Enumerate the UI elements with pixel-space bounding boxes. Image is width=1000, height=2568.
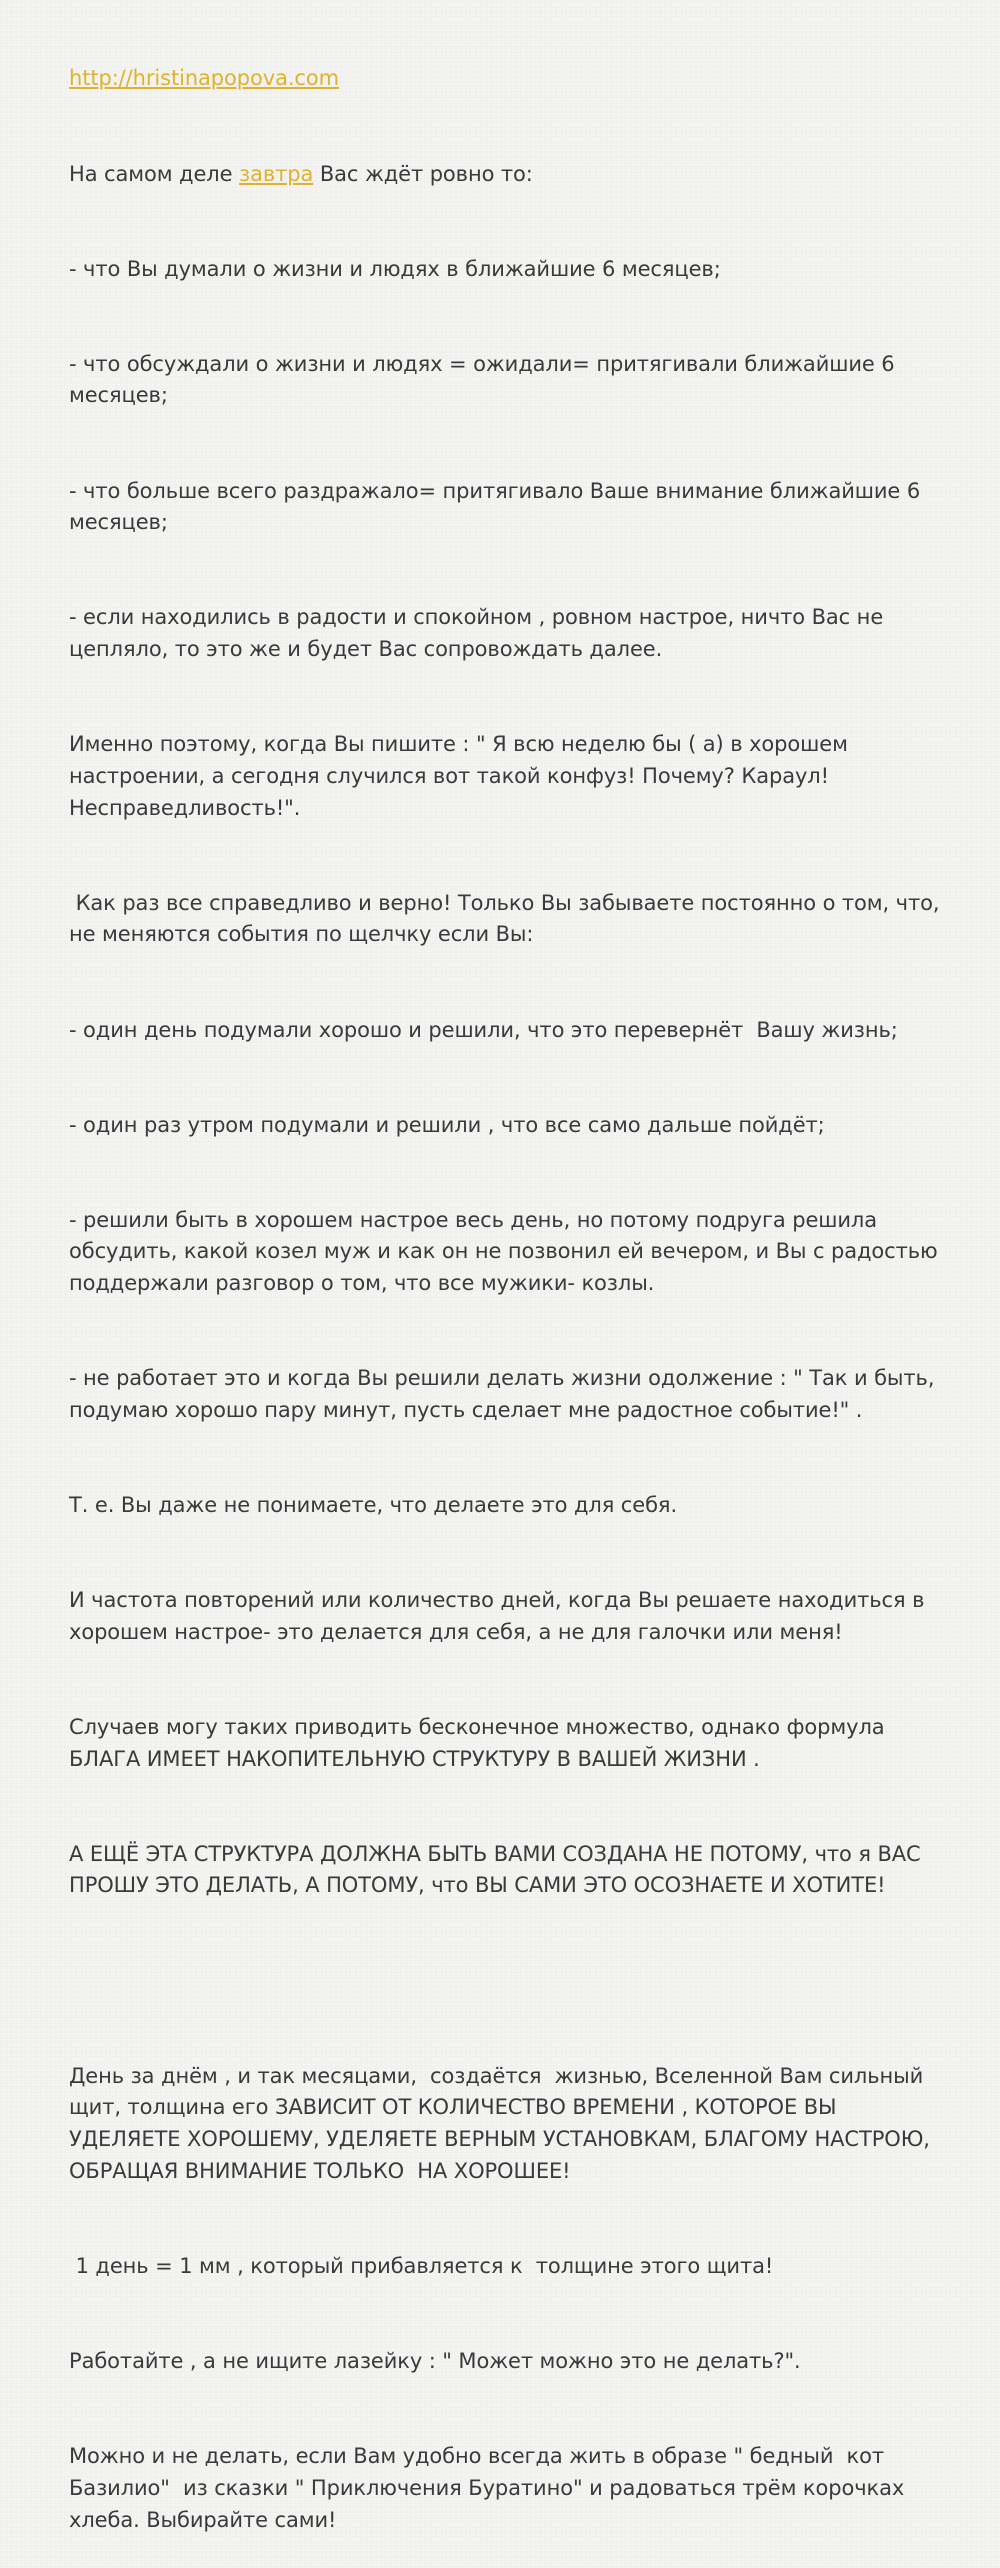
text-paragraph-9: - решили быть в хорошем настрое весь день, но потому подруга решила обсудить, какой козел муж и как он не позвонил ей вечером, и Вы с радостью поддержали разговор о том, что все мужики- козлы. [69, 1207, 945, 1296]
text-paragraph-16: 1 день = 1 мм , который прибавляется к толщине этого щита! [69, 2253, 774, 2278]
text-paragraph-13: Случаев могу таких приводить бесконечное множество, однако формула БЛАГА ИМЕЕТ НАКОПИТЕЛЬНУЮ СТРУКТУРУ В ВАШЕЙ ЖИЗНИ . [69, 1714, 892, 1771]
text-paragraph-2: - что обсуждали о жизни и людях = ожидали= притягивали ближайшие 6 месяцев; [69, 351, 902, 408]
intro-line [69, 159, 949, 191]
text-paragraph-1: - что Вы думали о жизни и людях в ближайшие 6 месяцев; [69, 256, 721, 281]
text-paragraph-10: - не работает это и когда Вы решили делать жизни одолжение : " Так и быть, подумаю хорошо пару минут, пусть сделает мне радостное событие!" . [69, 1366, 941, 1422]
intro-text-after: Вас ждёт ровно то: [313, 161, 533, 186]
text-paragraph-18: Можно и не делать, если Вам удобно всегда жить в образе " бедный кот Базилио" из сказки " Приключения Буратино" и радоваться трём корочках хлеба. Выбирайте сами! [69, 2444, 911, 2532]
intro-text-before: На самом деле [69, 161, 240, 186]
text-paragraph-14: А ЕЩЁ ЭТА СТРУКТУРА ДОЛЖНА БЫТЬ ВАМИ СОЗДАНА НЕ ПОТОМУ, что я ВАС ПРОШУ ЭТО ДЕЛАТЬ, А ПОТОМУ, что ВЫ САМИ ЭТО ОСОЗНАЕТЕ И ХОТИТЕ! [69, 1841, 928, 1898]
text-paragraph-11: Т. е. Вы даже не понимаете, что делаете это для себя. [69, 1493, 678, 1518]
text-paragraph-17: Работайте , а не ищите лазейку : " Может можно это не делать?". [69, 2349, 801, 2374]
text-paragraph-5: Именно поэтому, когда Вы пишите : " Я всю неделю бы ( а) в хорошем настроении, а сегодня случился вот такой конфуз! Почему? Караул! Несправедливость!". [69, 732, 855, 820]
tomorrow-link[interactable]: завтра [239, 161, 314, 186]
text-paragraph-12: И частота повторений или количество дней, когда Вы решаете находиться в хорошем настрое- это делается для себя, а не для галочки или меня! [69, 1588, 931, 1644]
text-paragraph-8: - один раз утром подумали и решили , что все само дальше пойдёт; [69, 1112, 825, 1137]
text-paragraph-15: День за днём , и так месяцами, создаётся жизнью, Вселенной Вам сильный щит, толщина его ЗАВИСИТ ОТ КОЛИЧЕСТВО ВРЕМЕНИ , КОТОРОЕ ВЫ УДЕЛЯЕТЕ ХОРОШЕМУ, УДЕЛЯЕТЕ ВЕРНЫМ УСТАНОВКАМ, БЛАГОМУ НАСТРОЮ, ОБРАЩАЯ ВНИМАНИЕ ТОЛЬКО НА ХОРОШЕЕ! [69, 2063, 937, 2183]
text-paragraph-4: - если находились в радости и спокойном , ровном настрое, ничто Вас не цепляло, то это же и будет Вас сопровождать далее. [69, 605, 890, 662]
text-paragraph-6: Как раз все справедливо и верно! Только Вы забываете постоянно о том, что, не меняются события по щелчку если Вы: [69, 890, 947, 947]
blank-line [69, 1966, 949, 1998]
text-paragraph-3: - что больше всего раздражало= притягивало Ваше внимание ближайшие 6 месяцев; [69, 478, 927, 535]
text-paragraph-7: - один день подумали хорошо и решили, что это перевернёт Вашу жизнь; [69, 1017, 898, 1042]
note-body [69, 0, 949, 2568]
site-link[interactable]: http://hristinapopova.com [69, 66, 339, 91]
